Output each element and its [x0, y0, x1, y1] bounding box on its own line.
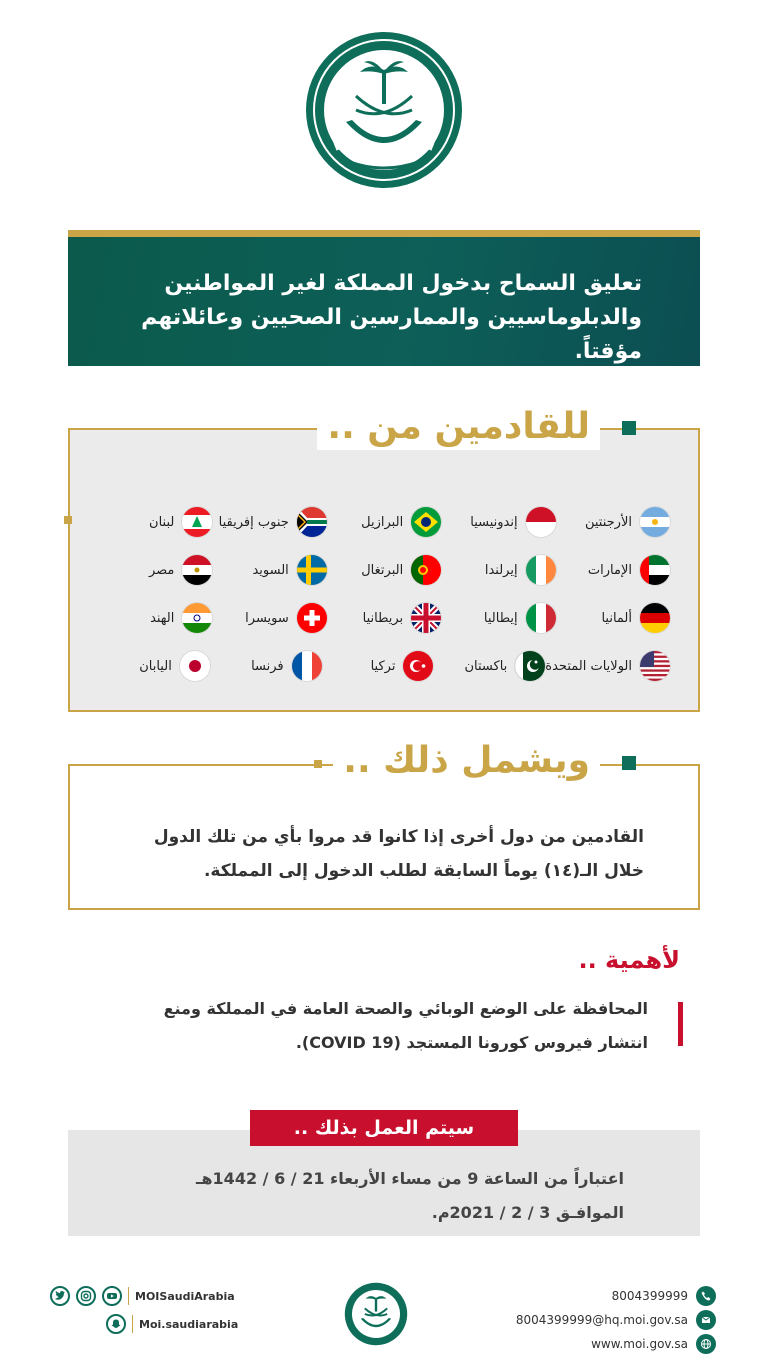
country-name: جنوب إفريقيا — [218, 514, 289, 530]
country-item — [210, 651, 322, 681]
sweden-flag-icon — [297, 555, 327, 585]
country-item — [212, 603, 326, 633]
website-contact[interactable] — [591, 1334, 716, 1354]
country-name: إندونيسيا — [470, 514, 518, 530]
country-name: ألمانيا — [601, 610, 632, 626]
country-item — [322, 651, 434, 681]
divider — [132, 1315, 133, 1333]
country-name: تركيا — [370, 658, 396, 674]
gold-square-icon — [314, 760, 322, 768]
includes-box — [68, 764, 700, 910]
country-item — [441, 507, 555, 537]
country-item — [441, 603, 555, 633]
japan-flag-icon — [180, 651, 210, 681]
lebanon-flag-icon — [182, 507, 212, 537]
country-name: إيرلندا — [484, 562, 518, 578]
country-item — [433, 651, 545, 681]
effective-line-2: الموافـق 3 / 2 / 2021م. — [431, 1203, 624, 1222]
country-name: البرتغال — [361, 562, 404, 578]
country-item — [212, 507, 326, 537]
country-item — [98, 555, 212, 585]
twitter-icon[interactable] — [50, 1286, 70, 1306]
globe-icon — [696, 1334, 716, 1354]
country-name: الولايات المتحدة — [545, 658, 632, 674]
importance-line-2: انتشار فيروس كورونا المستجد (COVID 19). — [295, 1033, 648, 1052]
snapchat-icon[interactable] — [106, 1314, 126, 1334]
country-item — [98, 507, 212, 537]
uae-flag-icon — [640, 555, 670, 585]
effective-tag: سيتم العمل بذلك .. — [250, 1110, 518, 1146]
social-row-2 — [106, 1314, 238, 1334]
divider — [128, 1287, 129, 1305]
italy-flag-icon — [526, 603, 556, 633]
country-name: مصر — [148, 562, 175, 578]
country-row — [98, 546, 670, 594]
country-item — [556, 603, 670, 633]
country-row — [98, 594, 670, 642]
brazil-flag-icon — [411, 507, 441, 537]
phone-icon — [696, 1286, 716, 1306]
arrivals-heading: للقادمين من .. — [317, 404, 600, 450]
importance-bar — [678, 1002, 683, 1046]
announcement-banner — [68, 230, 700, 366]
country-item — [327, 507, 441, 537]
india-flag-icon — [182, 603, 212, 633]
phone-contact[interactable] — [612, 1286, 716, 1306]
uk-flag-icon — [411, 603, 441, 633]
country-item — [556, 507, 670, 537]
importance-heading: لأهمية .. — [578, 946, 680, 974]
ministry-emblem — [304, 30, 464, 190]
country-name: اليابان — [139, 658, 172, 674]
instagram-icon[interactable] — [76, 1286, 96, 1306]
country-name: فرنسا — [251, 658, 284, 674]
argentina-flag-icon — [640, 507, 670, 537]
country-name: الإمارات — [587, 562, 632, 578]
ireland-flag-icon — [526, 555, 556, 585]
egypt-flag-icon — [182, 555, 212, 585]
gold-square-icon — [64, 516, 72, 524]
website-url[interactable]: www.moi.gov.sa — [591, 1337, 688, 1351]
country-name: السويد — [252, 562, 289, 578]
effective-text — [104, 1162, 624, 1230]
social-row-1 — [50, 1286, 235, 1306]
country-item — [327, 555, 441, 585]
country-name: سويسرا — [245, 610, 289, 626]
banner-line-1: تعليق السماح بدخول المملكة لغير المواطنين — [164, 271, 642, 296]
country-item — [98, 651, 210, 681]
countries-grid — [98, 498, 670, 690]
country-name: باكستان — [464, 658, 508, 674]
green-square-icon — [622, 756, 636, 770]
south-africa-flag-icon — [297, 507, 327, 537]
green-square-icon — [622, 421, 636, 435]
includes-text — [104, 820, 644, 888]
switzerland-flag-icon — [297, 603, 327, 633]
banner-line-2: والدبلوماسيين والممارسين الصحيين وعائلاتهم مؤقتاً. — [141, 305, 642, 364]
country-name: لبنان — [149, 514, 175, 530]
country-row — [98, 642, 670, 690]
importance-line-1: المحافظة على الوضع الوبائي والصحة العامة في المملكة ومنع — [163, 999, 648, 1018]
email-contact[interactable] — [516, 1310, 716, 1330]
country-item — [545, 651, 670, 681]
social-handle-2[interactable]: Moi.saudiarabia — [139, 1317, 239, 1331]
country-item — [98, 603, 212, 633]
country-item — [327, 603, 441, 633]
country-item — [441, 555, 555, 585]
includes-line-1: القادمين من دول أخرى إذا كانوا قد مروا بأي من تلك الدول — [153, 827, 644, 847]
phone-number[interactable]: 8004399999 — [611, 1289, 688, 1303]
country-name: البرازيل — [361, 514, 404, 530]
portugal-flag-icon — [411, 555, 441, 585]
country-name: إيطاليا — [483, 610, 518, 626]
country-name: بريطانيا — [362, 610, 404, 626]
usa-flag-icon — [640, 651, 670, 681]
country-item — [556, 555, 670, 585]
country-row — [98, 498, 670, 546]
germany-flag-icon — [640, 603, 670, 633]
countries-box — [68, 428, 700, 712]
email-icon — [696, 1310, 716, 1330]
includes-heading: ويشمل ذلك .. — [333, 738, 600, 784]
banner-text — [82, 267, 642, 369]
country-item — [212, 555, 326, 585]
includes-line-2: خلال الـ(١٤) يوماً السابقة لطلب الدخول إلى المملكة. — [203, 861, 644, 881]
country-name: الهند — [150, 610, 175, 626]
indonesia-flag-icon — [526, 507, 556, 537]
email-address[interactable]: 8004399999@hq.moi.gov.sa — [515, 1313, 688, 1327]
france-flag-icon — [292, 651, 322, 681]
turkey-flag-icon — [403, 651, 433, 681]
youtube-icon[interactable] — [102, 1286, 122, 1306]
importance-text — [108, 992, 648, 1060]
country-name: الأرجنتين — [584, 514, 632, 530]
effective-line-1: اعتباراً من الساعة 9 من مساء الأربعاء 21 / 6 / 1442هـ — [195, 1169, 624, 1188]
pakistan-flag-icon — [515, 651, 545, 681]
footer-emblem — [344, 1282, 408, 1346]
social-handle-1[interactable]: MOISaudiArabia — [135, 1289, 235, 1303]
